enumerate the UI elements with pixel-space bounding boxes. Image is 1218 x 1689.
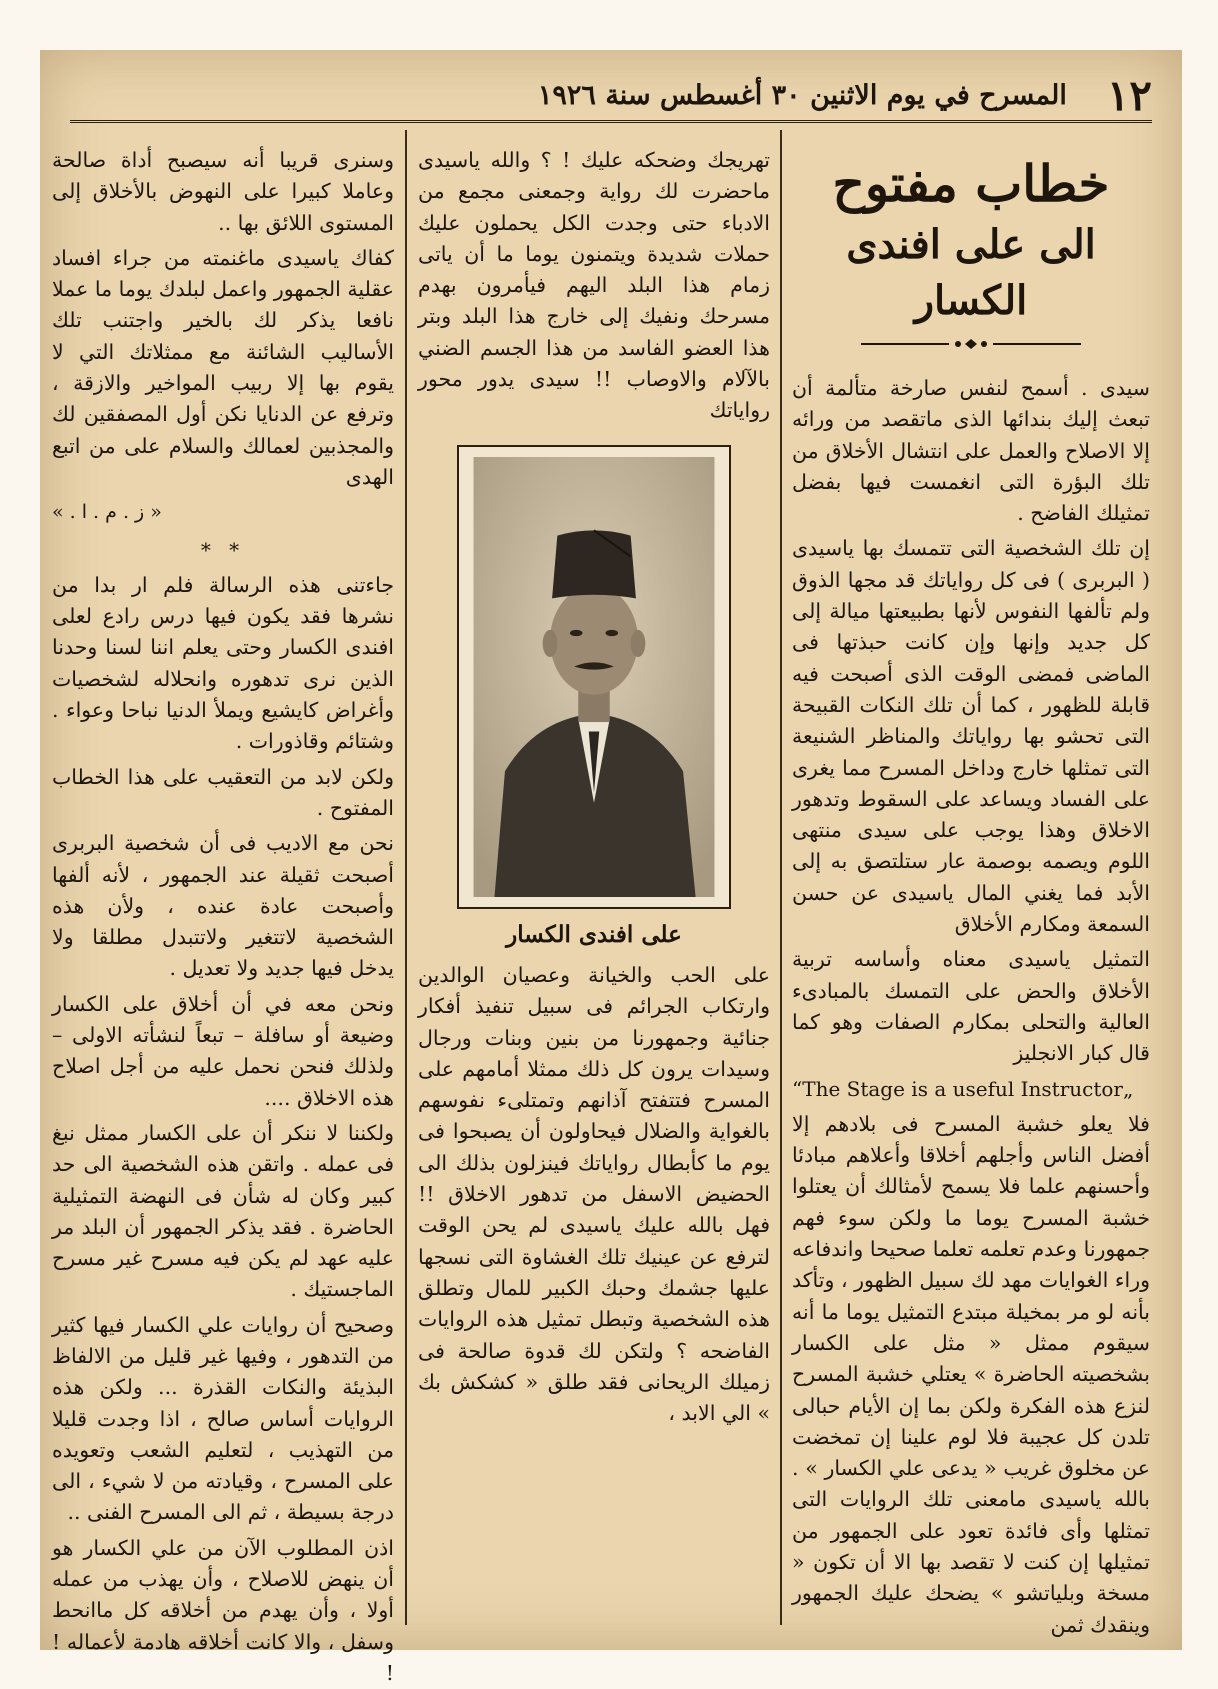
column-rule-right (780, 130, 782, 1625)
photo-caption: على افندى الكسار (506, 920, 682, 948)
letter-continuation-top: تهريجك وضحكه عليك ! ؟ والله ياسيدى ماحضرت لك رواية وجمعنى مجمع من الادباء حتى وجدت الكل يحملون عليك حملات شديدة ويتمنون يوما ما أن ياتى زمام هذا البلد اليهم فيأمرون بهدم مسرحك ونفيك إلى خارج هذا البلد وبتر هذا العضو الفاسد من هذا الجسم الضني بالآلام والاوصاب !! سيدى يدور محور رواياتك (418, 148, 770, 423)
title-ornament-icon (861, 337, 1081, 351)
letter-paragraph-1: سيدى . أسمح لنفس صارخة متألمة أن تبعث إليك بندائها الذى ماتقصد من ورائه إلا الاصلاح والعمل على انتشال الأخلاق من تلك البؤرة التى انغمست فيها بفضل تمثيلك الفاضح . (792, 376, 1150, 526)
column-middle (418, 145, 770, 1630)
portrait-frame (457, 445, 731, 909)
column-right (792, 145, 1150, 1637)
page-header (70, 70, 1152, 123)
article-title: خطاب مفتوح (832, 154, 1110, 213)
editor-response-2: ولكن لابد من التعقيب على هذا الخطاب المفتوح . (52, 764, 394, 820)
letter-signature: « ز . م . ا . » (52, 501, 162, 524)
letter-ending-2: كفاك ياسيدى ماغنمته من جراء افساد عقلية الجمهور واعمل لبلدك يوما ما عملا نافعا يذكر لك بالخير واجتنب تلك الأساليب الشائنة مع ممثلاتك التي لا يقوم بها إلا ربيب المواخير والازقة ، وترفع عن الدنايا نكن أول المصفقين لك والمجذبين لعمالك والسلام على من اتبع الهدى (52, 245, 394, 489)
editor-response-3: نحن مع الاديب فى أن شخصية البربرى أصبحت ثقيلة عند الجمهور ، لأنه ألفها وأصبحت عادة عنده ، ولأن هذه الشخصية لاتتغير ولاتتبدل مطلقا ولا يدخل فيها جديد ولا تعديل . (52, 831, 394, 981)
column-left (52, 145, 394, 1685)
editor-response-6: وصحيح أن روايات علي الكسار فيها كثير من التدهور ، وفيها غير قليل من الالفاظ البذيئة والنكات القذرة ... ولكن هذه الروايات أساس صالح ، اذا وجدت قليلا من التهذيب ، لتعليم الشعب وتعويده على المسرح ، وقيادته من لا شيء ، الى درجة بسيطة ، ثم الى المسرح الفنى .. (52, 1312, 394, 1525)
page-number: ١٢ (1106, 70, 1152, 120)
article-subtitle: الى على افندى الكسار (846, 221, 1096, 324)
column-rule-left (405, 130, 407, 1625)
section-divider: * * (200, 537, 246, 562)
letter-ending-1: وسنرى قريبا أنه سيصبح أداة صالحة وعاملا كبيرا على النهوض بالأخلاق إلى المستوى اللائق بها .. (52, 148, 394, 235)
newspaper-page (40, 50, 1182, 1685)
article-heading (792, 151, 1150, 351)
letter-paragraph-2: إن تلك الشخصية التى تتمسك بها ياسيدى ( البربرى ) فى كل رواياتك قد مجها الذوق ولم تألفها النفوس لأنها بطبيعتها ميالة إلى كل جديد وإنها وإن كانت حبذتها فى الماضى فمضى الوقت الذى أصبحت فيه قابلة للظهور ، كما أن تلك النكات القبيحة التى تحشو بها رواياتك والمناظر الشنيعة التى تمثلها خارج وداخل المسرح مما يغرى على الفساد ويساعد على السقوط وتدهور الاخلاق وهذا يوجب على سيدى منتهى اللوم ويصمه بوصمة عار ستلتصق به إلى الأبد فما يغني المال ياسيدى عن حسن السمعة ومكارم الأخلاق (792, 536, 1150, 937)
editor-response-4: ونحن معه في أن أخلاق على الكسار وضيعة أو سافلة – تبعاً لنشأته الاولى – ولذلك فنحن نحمل عليه من أجل اصلاح هذه الاخلاق .... (52, 991, 394, 1110)
english-quote: “The Stage is a useful Instructor„ (792, 1076, 1134, 1101)
editor-response-5: ولكننا لا ننكر أن على الكسار ممثل نبغ فى عمله . واتقن هذه الشخصية الى حد كبير وكان له شأن فى النهضة التمثيلية الحاضرة . فقد يذكر الجمهور أن البلد مر عليه عهد لم يكن فيه مسرح غير مسرح الماجستيك . (52, 1120, 394, 1302)
portrait-photo-icon (469, 457, 719, 897)
letter-paragraph-3: التمثيل ياسيدى معناه وأساسه تربية الأخلاق والحض على التمسك بالمبادىء العالية والتحلى بمكارم الصفات وهو كما قال كبار الانجليز (792, 947, 1150, 1066)
editor-response-1: جاءتنى هذه الرسالة فلم ار بدا من نشرها فقد يكون فيها درس رادع لعلى افندى الكسار وحتى يعلم اننا لسنا وحدنا الذين نرى تدهوره وانحلاله لشخصيات وأغراض كايشيع ويملأ الدنيا نباحا وعواء . وشتائم وقاذورات . (52, 572, 394, 754)
running-title: المسرح في يوم الاثنين ٣٠ أغسطس سنة ١٩٢٦ (537, 79, 1067, 111)
editor-response-7: اذن المطلوب الآن من علي الكسار هو أن ينهض للاصلاح ، وأن يهذب من عمله أولا ، وأن يهدم من أخلاقه كل ماانحط وسفل ، والا كانت أخلاقه هادمة لأعماله ! ! (52, 1535, 394, 1685)
letter-continuation-bottom: على الحب والخيانة وعصيان الوالدين وارتكاب الجرائم فى سبيل تنفيذ أفكار جنائية وجمهورنا من بنين وبنات ورجال وسيدات يرون كل ذلك ممثلا أمامهم على المسرح فتتفتح آذانهم وتمتلىء نفوسهم بالغواية والضلال فيحاولون أن يصبحوا فى يوم ما كأبطال رواياتك فينزلون بذلك الى الحضيض الاسفل من تدهور الاخلاق !! فهل بالله عليك ياسيدى لم يحن الوقت لترفع عن عينيك تلك الغشاوة التى نسجها عليها جشمك وحبك الكبير للمال وتطلق هذه الشخصية وتبطل تمثيل هذه الروايات الفاضحه ؟ ولتكن لك قدوة صالحة فى زميلك الريحانى فقد طلق « كشكش بك » الي الابد ، (418, 962, 770, 1426)
letter-paragraph-4: فلا يعلو خشبة المسرح فى بلادهم إلا أفضل الناس وأجلهم أخلاقا وأعلاهم مبادئا وأحسنهم علما فلا يسمح لأمثالك أن يعتلوا خشبة المسرح يوما ما ولكن سوء فهم جمهورنا وعدم تعلمه تعلما صحيحا واندفاعه وراء الغوايات مهد لك سبيل الظهور ، وتأكد بأنه لو مر بمخيلة مبتدع التمثيل يوما ما أنه سيقوم ممثل « مثل على الكسار بشخصيته الحاضرة » يعتلي خشبة المسرح لنزع هذه الفكرة ولكن بما إن الأيام حبالى تلدن كل عجيبة فلا لوم علينا إن تمخضت عن مخلوق غريب « يدعى علي الكسار » . بالله ياسيدى مامعنى تلك الروايات التى تمثلها وأى فائدة تعود على الجمهور من تمثيلها إن كنت لا تقصد بها الا أن تكون « مسخة وبلياتشو » يضحك عليك الجمهور وينقدك ثمن (792, 1111, 1150, 1637)
